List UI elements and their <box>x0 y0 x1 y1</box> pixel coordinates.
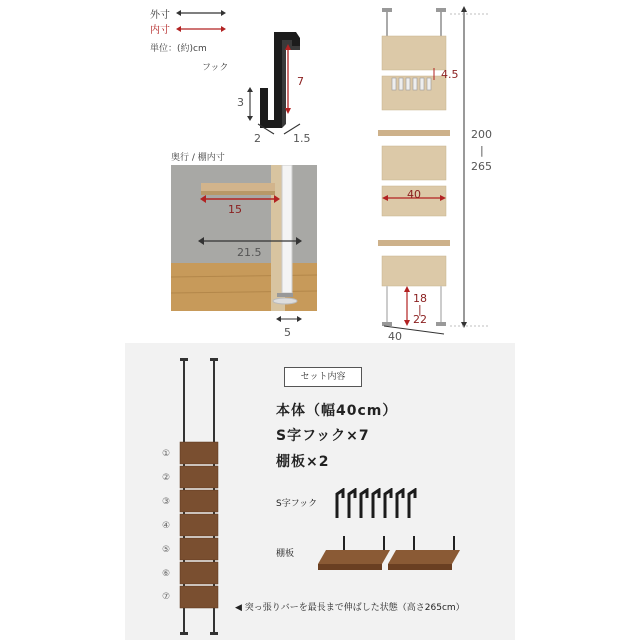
shelf-label: 棚板 <box>276 549 295 559</box>
shelf-detail-label: 奥行 / 棚内寸 <box>171 153 225 163</box>
rack-width-outer: 40 <box>388 330 402 343</box>
shelf-outer-arrow <box>198 236 302 246</box>
rack-foot-min: 18 <box>413 292 427 305</box>
set-contents-caption: ◀ 突っ張りバーを最長まで伸ばした状態（高さ265cm） <box>235 603 465 613</box>
set-item-hooks: S字フック×7 <box>276 428 370 444</box>
foot-size: 5 <box>284 326 291 339</box>
set-contents-title: セット内容 <box>284 367 362 387</box>
rack-height-max: 265 <box>471 160 492 173</box>
rack-foot-sep: | <box>418 303 422 316</box>
hook-thickness: 1.5 <box>293 132 311 145</box>
rack-height-sep: | <box>480 144 484 157</box>
set-item-shelves: 棚板×2 <box>276 454 330 470</box>
hook-diagram <box>230 20 330 150</box>
hook-depth: 3 <box>237 96 244 109</box>
panel-number-7: ⑦ <box>162 592 171 602</box>
rack-foot-max: 22 <box>413 313 427 326</box>
hook-width: 2 <box>254 132 261 145</box>
full-rack-illustration <box>170 358 230 638</box>
shelf-outer-depth: 21.5 <box>237 246 262 259</box>
panel-number-2: ② <box>162 473 171 483</box>
shelf-inner-depth: 15 <box>228 203 242 216</box>
hook-label: フック <box>202 63 229 73</box>
s-hooks-illustration <box>332 488 422 524</box>
panel-number-6: ⑥ <box>162 569 171 579</box>
unit-note: 単位：(約)cm <box>150 44 207 54</box>
rack-diagram <box>370 0 530 340</box>
hook-height: 7 <box>297 75 304 88</box>
panel-number-1: ① <box>162 449 171 459</box>
panel-number-5: ⑤ <box>162 545 171 555</box>
foot-arrow <box>276 314 302 324</box>
rack-height-min: 200 <box>471 128 492 141</box>
legend-outer-label: 外寸 <box>150 10 170 21</box>
panel-number-3: ③ <box>162 497 171 507</box>
shelves-illustration <box>312 532 472 580</box>
legend-inner-label: 内寸 <box>150 25 170 36</box>
legend-inner-arrow <box>176 24 226 34</box>
rack-hook-spacing: 4.5 <box>441 68 459 81</box>
legend-outer-arrow <box>176 8 226 18</box>
rack-width-inner: 40 <box>407 188 421 201</box>
s-hook-label: S字フック <box>276 499 318 509</box>
set-item-body: 本体（幅40cm） <box>276 403 398 419</box>
panel-number-4: ④ <box>162 521 171 531</box>
